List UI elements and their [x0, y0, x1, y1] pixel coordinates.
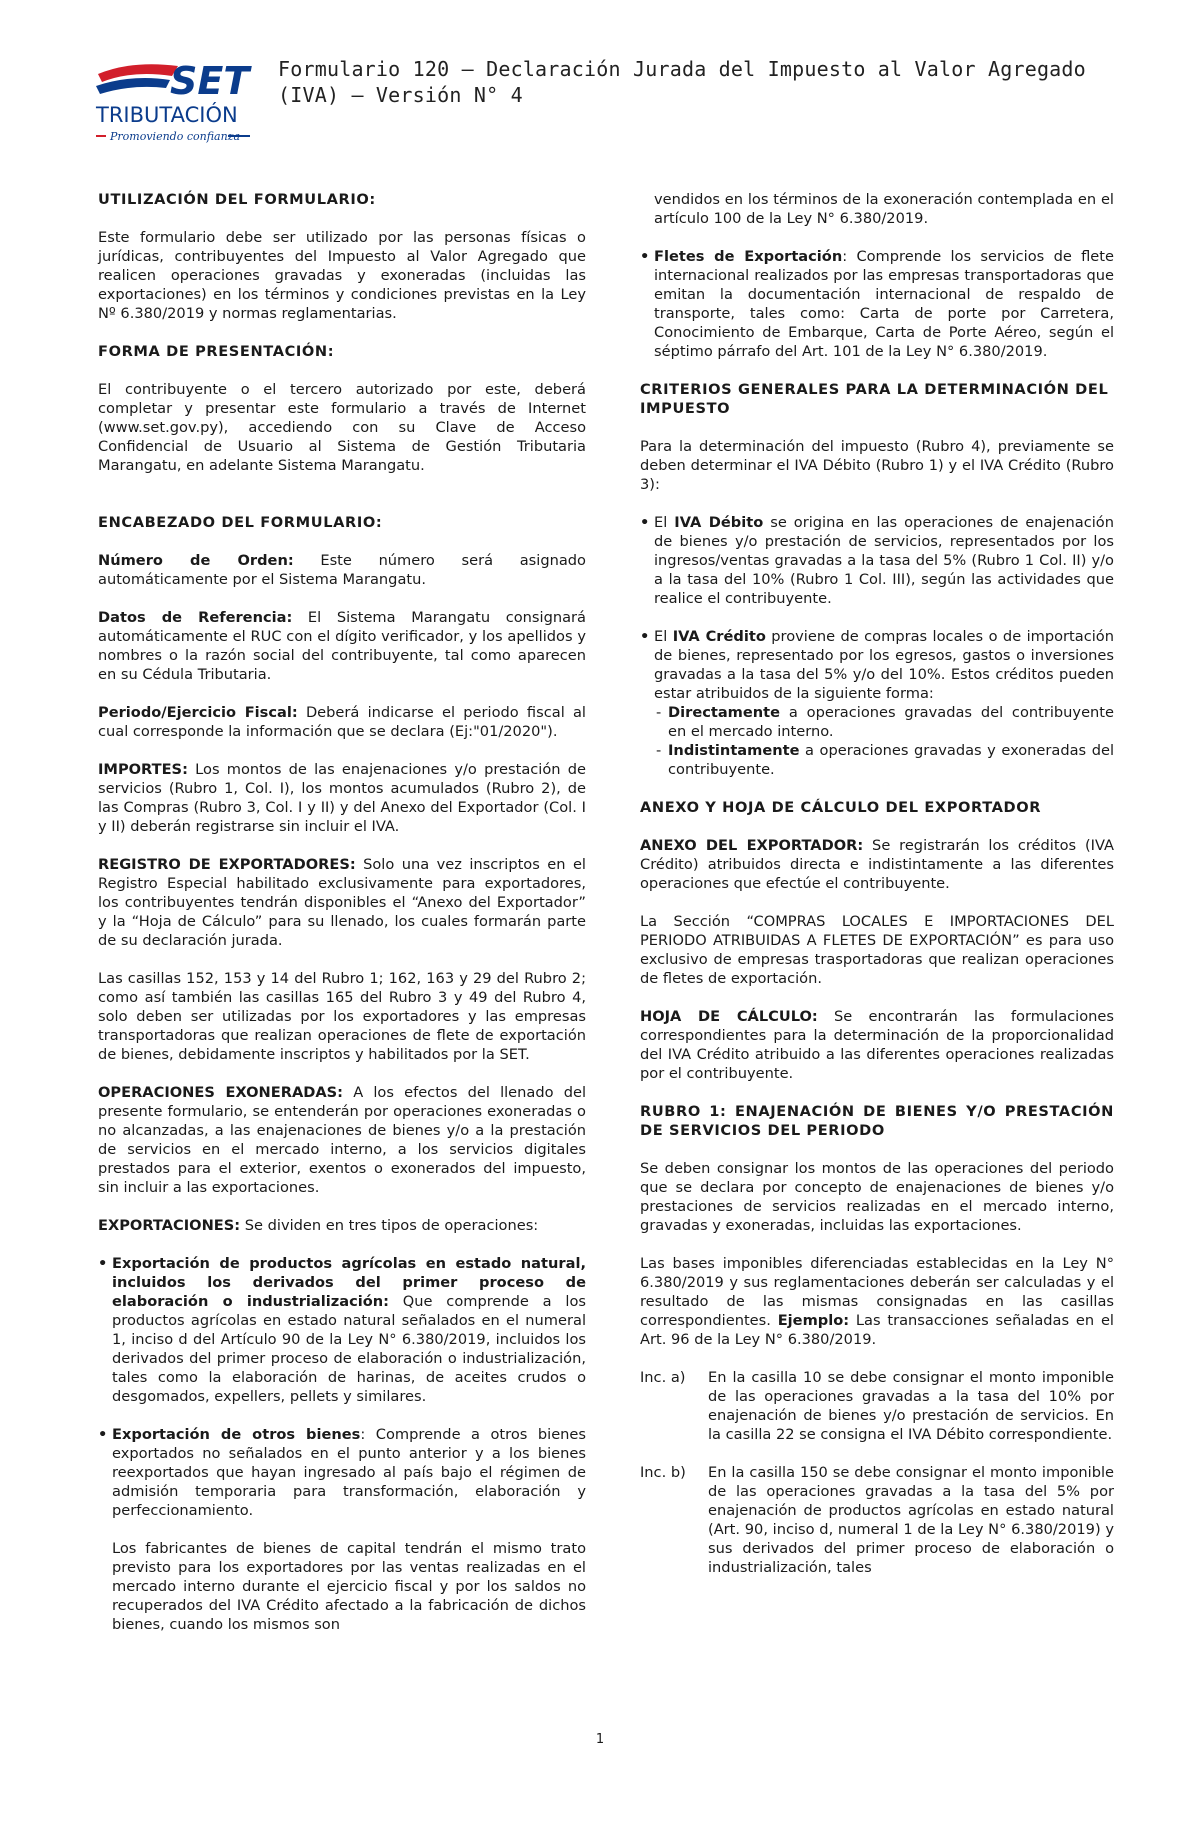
list-item	[98, 1254, 586, 1406]
right-column	[640, 190, 1114, 1577]
ejemplo-text: Las transacciones señaladas en el Art. 96 de la Ley N° 6.380/2019.	[640, 1312, 1114, 1348]
list-item	[654, 741, 1114, 779]
importes-text: Los montos de las enajenaciones y/o prestación de servicios (Rubro 1, Col. I), los montos acumulados (Rubro 2), de las Compras (Rubro 3, Col. I y II) y del Anexo del Exportador (Col. I y II) deberán registrarse sin incluir el IVA.	[98, 761, 586, 835]
utilizacion-paragraph: Este formulario debe ser utilizado por las personas físicas o jurídicas, contribuyentes del Impuesto al Valor Agregado que realicen operaciones gravadas y exoneradas (incluidas las exportaciones) en los términos y condiciones previstas en la Ley Nº 6.380/2019 y normas reglamentarias.	[98, 229, 586, 322]
exportaciones-paragraph	[98, 1216, 586, 1235]
ejemplo-label: Ejemplo:	[777, 1312, 850, 1329]
list-item	[654, 703, 1114, 741]
document-title-line1: Formulario 120 – Declaración Jurada del Impuesto al Valor Agregado	[278, 57, 1086, 81]
list-item	[640, 513, 1114, 608]
rubro1-heading: RUBRO 1: ENAJENACIÓN DE BIENES Y/O PRESTACIÓN DE SERVICIOS DEL PERIODO	[640, 1103, 1114, 1139]
anexo-label: ANEXO DEL EXPORTADOR:	[640, 837, 864, 854]
bullet2-label: Exportación de otros bienes	[112, 1426, 361, 1443]
list-item	[98, 1425, 586, 1520]
exoneradas-label: OPERACIONES EXONERADAS:	[98, 1084, 344, 1101]
periodo-label: Periodo/Ejercicio Fiscal:	[98, 704, 298, 721]
fletes-list	[640, 247, 1114, 361]
utilizacion-heading: UTILIZACIÓN DEL FORMULARIO:	[98, 191, 376, 208]
credito-prefix: El	[654, 628, 673, 645]
anexo-hoja-heading: ANEXO Y HOJA DE CÁLCULO DEL EXPORTADOR	[640, 799, 1042, 816]
dash1-label: Directamente	[668, 704, 781, 721]
fabricantes-paragraph: Los fabricantes de bienes de capital tendrán el mismo trato previsto para los exportadores por las ventas realizadas en el mercado interno durante el ejercicio fiscal y por los saldos no recuperados del IVA Crédito afectado a la fabricación de dichos bienes, cuando los mismos son	[112, 1540, 586, 1633]
logo-sub-text: TRIBUTACIÓN	[96, 103, 238, 127]
dash1-text: a operaciones gravadas del contribuyente en el mercado interno.	[668, 704, 1114, 740]
forma-paragraph: El contribuyente o el tercero autorizado por este, deberá completar y presentar este formulario a través de Internet (www.set.gov.py), accediendo con su Clave de Acceso Confidencial de Usuario al Sistema de Gestión Tributaria Marangatu, en adelante Sistema Marangatu.	[98, 381, 586, 474]
credito-text: proviene de compras locales o de importación de bienes, representado por los egresos, gastos o inversiones gravadas a la tasa del 5% y/o del 10%. Estos créditos pueden estar atribuidos de la siguiente forma:	[654, 628, 1114, 702]
inciso-a-label: Inc. a)	[640, 1369, 686, 1386]
left-column	[98, 190, 586, 1634]
registro-paragraph	[98, 855, 586, 950]
hoja-text: Se encontrarán las formulaciones correspondientes para la determinación de la proporcionalidad del IVA Crédito atribuido a las diferentes operaciones realizadas por el contribuyente.	[640, 1008, 1114, 1082]
dash2-label: Indistintamente	[668, 742, 800, 759]
inciso-a-text: En la casilla 10 se debe consignar el monto imponible de las operaciones gravadas a la tasa del 10% por enajenación de bienes y/o prestación de servicios. En la casilla 22 se consigna el IVA Débito correspondiente.	[708, 1369, 1114, 1443]
iva-list	[640, 513, 1114, 779]
criterios-paragraph: Para la determinación del impuesto (Rubro 4), previamente se deben determinar el IVA Débito (Rubro 1) y el IVA Crédito (Rubro 3):	[640, 438, 1114, 493]
logo-brand-text: SET	[170, 59, 250, 103]
numero-orden-text: Este número será asignado automáticamente por el Sistema Marangatu.	[98, 552, 586, 588]
debito-label: IVA Débito	[674, 514, 764, 531]
bases-text: Las bases imponibles diferenciadas establecidas en la Ley N° 6.380/2019 y sus reglamentaciones deberán ser calculadas y el resultado de las mismas consignadas en las casillas correspondientes.	[640, 1255, 1114, 1329]
debito-prefix: El	[654, 514, 675, 531]
exoneradas-text: A los efectos del llenado del presente formulario, se entenderán por operaciones exoneradas o no alcanzadas, a las enajenaciones de bienes y/o a la prestación de servicios en el mercado interno, a los servicios digitales prestados para el exterior, exentos o exonerados del impuesto, sin incluir a las exportaciones.	[98, 1084, 587, 1196]
fletes-text: : Comprende los servicios de flete internacional realizados por las empresas transportadoras que emitan la documentación internacional de respaldo de transporte, tales como: Carta de porte por Carretera, Conocimiento de Embarque, Carta de Porte Aéreo, según el séptimo párrafo del Art. 101 de la Ley N° 6.380/2019.	[654, 248, 1114, 360]
rubro1-paragraph: Se deben consignar los montos de las operaciones del periodo que se declara por concepto de enajenaciones de bienes y/o prestaciones de servicios realizadas en el mercado interno, gravadas y exoneradas, incluidas las exportaciones.	[640, 1160, 1114, 1234]
inciso-b-text: En la casilla 150 se debe consignar el monto imponible de las operaciones gravadas a la tasa del 5% por enajenación de productos agrícolas en estado natural (Art. 90, inciso d, numeral 1 de la Ley N° 6.380/2019) y sus derivados del primer proceso de elaboración o industrialización, tales	[708, 1464, 1114, 1576]
datos-referencia-label: Datos de Referencia:	[98, 609, 293, 626]
inciso-a	[640, 1368, 1114, 1444]
casillas-paragraph: Las casillas 152, 153 y 14 del Rubro 1; 162, 163 y 29 del Rubro 2; como así también las casillas 165 del Rubro 3 y 49 del Rubro 4, solo deben ser utilizadas por los exportadores y las empresas transportadoras que realizan operaciones de flete de exportación de bienes, debidamente inscriptos y habilitados por la SET.	[98, 970, 586, 1063]
list-item	[640, 247, 1114, 361]
hoja-label: HOJA DE CÁLCULO:	[640, 1008, 818, 1025]
importes-label: IMPORTES:	[98, 761, 188, 778]
numero-orden-paragraph	[98, 551, 586, 589]
inciso-b	[640, 1463, 1114, 1577]
exportaciones-text: Se dividen en tres tipos de operaciones:	[240, 1217, 539, 1234]
exportaciones-list	[98, 1254, 586, 1520]
registro-text: Solo una vez inscriptos en el Registro Especial habilitado exclusivamente para exportadores, los contribuyentes tendrán disponibles el “Anexo del Exportador” y la “Hoja de Cálculo” para su llenado, los cuales formarán parte de su declaración jurada.	[98, 856, 586, 949]
bullet2-text: : Comprende a otros bienes exportados no señalados en el punto anterior y a los bienes reexportados que hayan ingresado al país bajo el régimen de admisión temporaria para transformación, elaboración y perfeccionamiento.	[112, 1426, 587, 1519]
bases-paragraph	[640, 1254, 1114, 1349]
exportaciones-label: EXPORTACIONES:	[98, 1217, 241, 1234]
credito-sublist	[654, 703, 1114, 779]
encabezado-heading: ENCABEZADO DEL FORMULARIO:	[98, 514, 383, 531]
document-title-line2: (IVA) – Versión N° 4	[278, 83, 523, 107]
datos-referencia-paragraph	[98, 608, 586, 684]
importes-paragraph	[98, 760, 586, 836]
inciso-b-label: Inc. b)	[640, 1464, 686, 1481]
continuation-paragraph: vendidos en los términos de la exoneración contemplada en el artículo 100 de la Ley N° 6.380/2019.	[654, 191, 1114, 227]
credito-label: IVA Crédito	[672, 628, 766, 645]
fletes-label: Fletes de Exportación	[654, 248, 843, 265]
bullet1-text: Que comprende a los productos agrícolas en estado natural señalados en el numeral 1, inciso d del Artículo 90 de la Ley N° 6.380/2019, incluidos los derivados del primer proceso de elaboración o industrialización, tales como la elaboración de harinas, de aceites crudos o desgomados, expellers, pellets y similares.	[112, 1293, 586, 1405]
debito-text: se origina en las operaciones de enajenación de bienes y/o prestación de servicios, representados por los ingresos/ventas gravadas a la tasa del 5% (Rubro 1 Col. II) y/o a la tasa del 10% (Rubro 1 Col. III), según las actividades que realice el contribuyente.	[654, 514, 1114, 607]
forma-heading: FORMA DE PRESENTACIÓN:	[98, 343, 335, 360]
periodo-paragraph	[98, 703, 586, 741]
list-item	[640, 627, 1114, 779]
bullet1-label: Exportación de productos agrícolas en estado natural, incluidos los derivados del primer proceso de elaboración o industrialización:	[112, 1255, 586, 1310]
periodo-text: Deberá indicarse el periodo fiscal al cual corresponde la información que se declara (Ej:"01/2020").	[98, 704, 586, 740]
anexo-text: Se registrarán los créditos (IVA Crédito) atribuidos directa e indistintamente a las diferentes operaciones que efectúe el contribuyente.	[640, 837, 1114, 892]
document-title	[278, 56, 1118, 108]
numero-orden-label: Número de Orden:	[98, 552, 294, 569]
seccion-paragraph: La Sección “COMPRAS LOCALES E IMPORTACIONES DEL PERIODO ATRIBUIDAS A FLETES DE EXPORTACIÓN” es para uso exclusivo de empresas trasportadoras que realizan operaciones de fletes de exportación.	[640, 913, 1114, 987]
registro-label: REGISTRO DE EXPORTADORES:	[98, 856, 356, 873]
logo-tagline-text: Promoviendo confianza	[110, 130, 241, 143]
datos-referencia-text: El Sistema Marangatu consignará automáticamente el RUC con el dígito verificador, y los apellidos y nombres o la razón social del contribuyente, tal como aparecen en su Cédula Tributaria.	[98, 609, 586, 683]
page-number: 1	[595, 1732, 605, 1747]
set-logo	[92, 58, 268, 150]
dash2-text: a operaciones gravadas y exoneradas del contribuyente.	[668, 742, 1114, 778]
anexo-paragraph	[640, 836, 1114, 893]
set-logo-graphic	[92, 58, 268, 150]
exoneradas-paragraph	[98, 1083, 586, 1197]
hoja-paragraph	[640, 1007, 1114, 1083]
criterios-heading: CRITERIOS GENERALES PARA LA DETERMINACIÓN DEL IMPUESTO	[640, 381, 1109, 417]
